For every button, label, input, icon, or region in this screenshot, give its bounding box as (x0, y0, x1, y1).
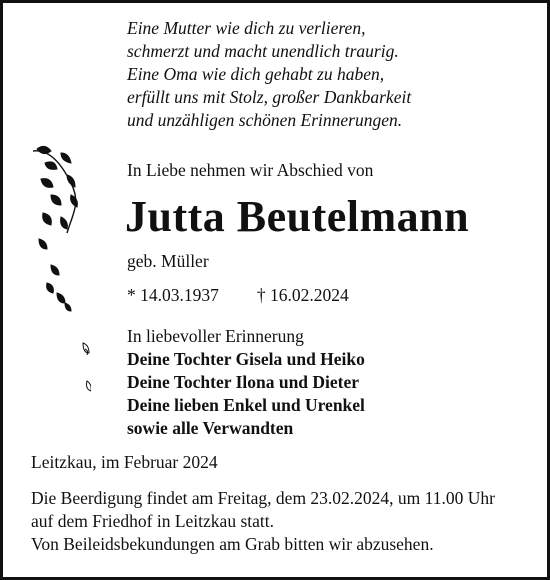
life-dates (127, 285, 349, 306)
poem-line: schmerzt und macht unendlich traurig. (127, 41, 399, 61)
poem-line: Eine Oma wie dich gehabt zu haben, (127, 64, 385, 84)
place-date: Leitzkau, im Februar 2024 (31, 452, 218, 472)
funeral-line: auf dem Friedhof in Leitzkau statt. (31, 511, 274, 531)
falling-leaves-branch-icon (31, 143, 91, 433)
funeral-line: Von Beileidsbekundungen am Grab bitten wir abzusehen. (31, 534, 434, 554)
birth-date: * 14.03.1937 (127, 285, 219, 305)
poem-line: Eine Mutter wie dich zu verlieren, (127, 18, 366, 38)
mourner-line: Deine Tochter Gisela und Heiko (127, 349, 365, 369)
mourner-line: Deine lieben Enkel und Urenkel (127, 395, 365, 415)
farewell-intro: In Liebe nehmen wir Abschied von (127, 160, 374, 180)
mourner-line: sowie alle Verwandten (127, 418, 294, 438)
funeral-notice (31, 487, 495, 556)
deceased-name: Jutta Beutelmann (125, 192, 470, 241)
mourners-block (127, 325, 365, 440)
poem-line: erfüllt uns mit Stolz, großer Dankbarkeit (127, 87, 412, 107)
memory-heading: In liebevoller Erinnerung (127, 326, 304, 346)
maiden-name: geb. Müller (127, 251, 209, 271)
poem (127, 17, 411, 132)
mourner-line: Deine Tochter Ilona und Dieter (127, 372, 360, 392)
death-date: † 16.02.2024 (256, 285, 349, 305)
poem-line: und unzähligen schönen Erinnerungen. (127, 110, 403, 130)
funeral-line: Die Beerdigung findet am Freitag, dem 23.02.2024, um 11.00 Uhr (31, 488, 495, 508)
